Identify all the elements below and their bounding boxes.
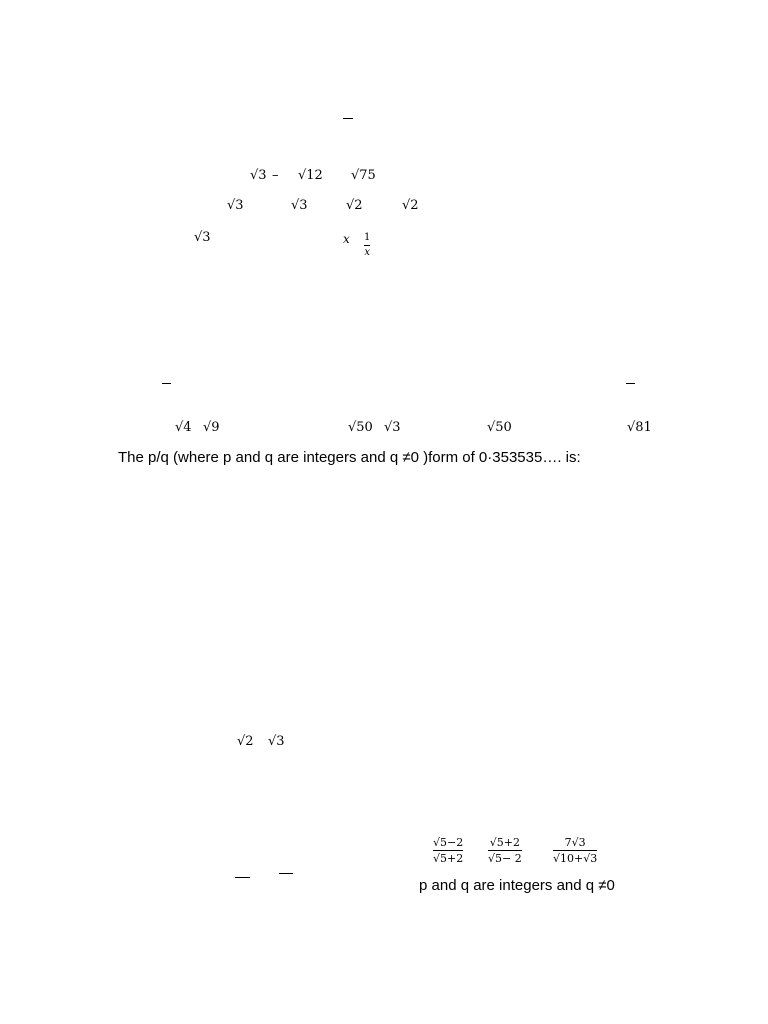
dash-line	[626, 383, 635, 384]
math-sqrt3: √3	[250, 168, 267, 183]
fraction-denominator: √5− 2	[488, 852, 522, 865]
fraction-1	[433, 833, 463, 864]
dash-line	[279, 873, 293, 874]
math-sqrt3: √3	[227, 198, 244, 213]
math-sqrt3: √3	[268, 734, 285, 749]
math-sqrt81: √81	[627, 420, 652, 435]
math-sqrt3: √3	[384, 420, 401, 435]
math-sqrt2: √2	[346, 198, 363, 213]
math-sqrt3: √3	[291, 198, 308, 213]
fraction-one-over-x	[364, 227, 370, 258]
fraction-numerator: √5−2	[433, 836, 464, 849]
question-text: The p/q (where p and q are integers and q ≠0 )form of 0·353535…. is:	[118, 449, 581, 466]
math-minus: –	[272, 168, 279, 183]
math-sqrt75: √75	[351, 168, 376, 183]
dash-line	[162, 383, 171, 384]
fraction-2	[488, 833, 522, 864]
fraction-denominator: √5+2	[433, 852, 464, 865]
dash-line	[343, 118, 353, 119]
math-sqrt12: √12	[298, 168, 323, 183]
math-sqrt50: √50	[487, 420, 512, 435]
math-sqrt9: √9	[203, 420, 220, 435]
pq-condition-text: p and q are integers and q ≠0	[419, 877, 615, 894]
fraction-numerator: 7√3	[564, 836, 586, 849]
math-sqrt2: √2	[237, 734, 254, 749]
fraction-3	[553, 833, 597, 864]
fraction-numerator: 1	[364, 232, 371, 243]
math-x: x	[343, 232, 350, 246]
fraction-numerator: √5+2	[489, 836, 520, 849]
math-sqrt50: √50	[348, 420, 373, 435]
math-sqrt2: √2	[402, 198, 419, 213]
fraction-denominator: √10+√3	[553, 852, 598, 865]
dash-line	[235, 877, 250, 878]
math-sqrt4: √4	[175, 420, 192, 435]
math-sqrt3: √3	[194, 230, 211, 245]
fraction-denominator: x	[364, 247, 370, 258]
